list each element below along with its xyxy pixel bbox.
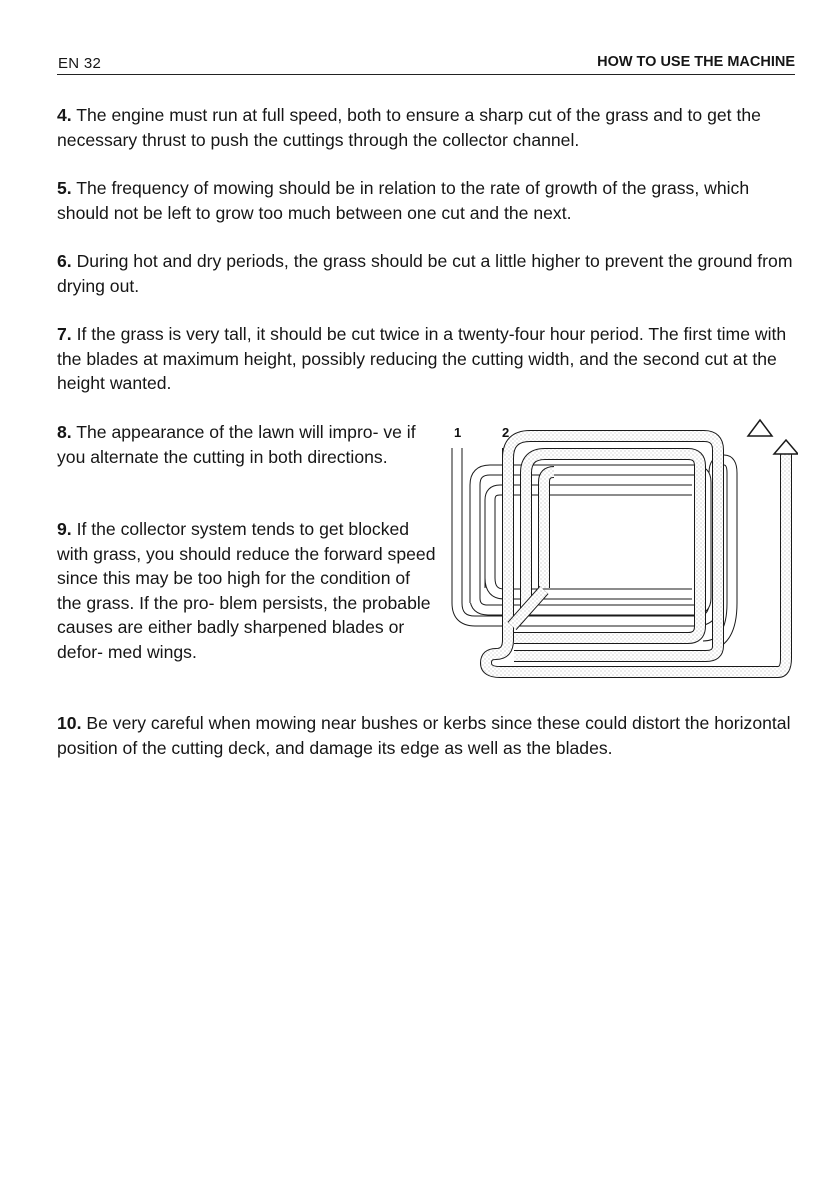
pattern-1-path <box>457 448 732 646</box>
pattern-label-2: 2 <box>502 425 510 440</box>
direction-arrow-icon <box>748 420 798 454</box>
paragraph-text: If the collector system tends to get blocked with grass, you should reduce the forward speed since this may be too high for the condition of the grass. If the pro- blem persists, the probable causes are either badly sharpened blades or defor- med wings. <box>57 519 436 662</box>
page-header <box>57 52 795 75</box>
paragraph-text: The engine must run at full speed, both to ensure a sharp cut of the grass and to get the necessary thrust to push the cuttings through the collector channel. <box>57 105 761 150</box>
paragraph-text: During hot and dry periods, the grass should be cut a little higher to prevent the ground from drying out. <box>57 251 793 296</box>
paragraph-number: 9. <box>57 519 72 539</box>
pattern-label-1: 1 <box>454 425 462 440</box>
paragraph-number: 7. <box>57 324 72 344</box>
section-title: HOW TO USE THE MACHINE <box>597 54 795 70</box>
paragraph-number: 6. <box>57 251 72 271</box>
paragraph-text: Be very careful when mowing near bushes or kerbs since these could distort the horizontal position of the cutting deck, and damage its edge as well as the blades. <box>57 713 791 758</box>
paragraph-number: 10. <box>57 713 82 733</box>
paragraph-5 <box>57 176 795 225</box>
paragraph-6 <box>57 249 795 298</box>
paragraph-8 <box>57 420 439 469</box>
paragraph-number: 4. <box>57 105 72 125</box>
paragraph-9 <box>57 517 439 664</box>
paragraph-7 <box>57 322 795 396</box>
mowing-pattern-diagram <box>448 418 798 690</box>
paragraph-10 <box>57 711 795 760</box>
paragraph-text: The appearance of the lawn will impro- ve if you alternate the cutting in both directions. <box>57 422 416 467</box>
paragraph-4 <box>57 103 795 152</box>
paragraph-number: 8. <box>57 422 72 442</box>
paragraph-text: The frequency of mowing should be in relation to the rate of growth of the grass, which should not be left to grow too much between one cut and the next. <box>57 178 750 223</box>
page-number: EN 32 <box>58 55 102 72</box>
paragraph-number: 5. <box>57 178 72 198</box>
paragraph-text: If the grass is very tall, it should be cut twice in a twenty-four hour period. The first time with the blades at maximum height, possibly reducing the cutting width, and the second cut at the height wanted. <box>57 324 787 393</box>
